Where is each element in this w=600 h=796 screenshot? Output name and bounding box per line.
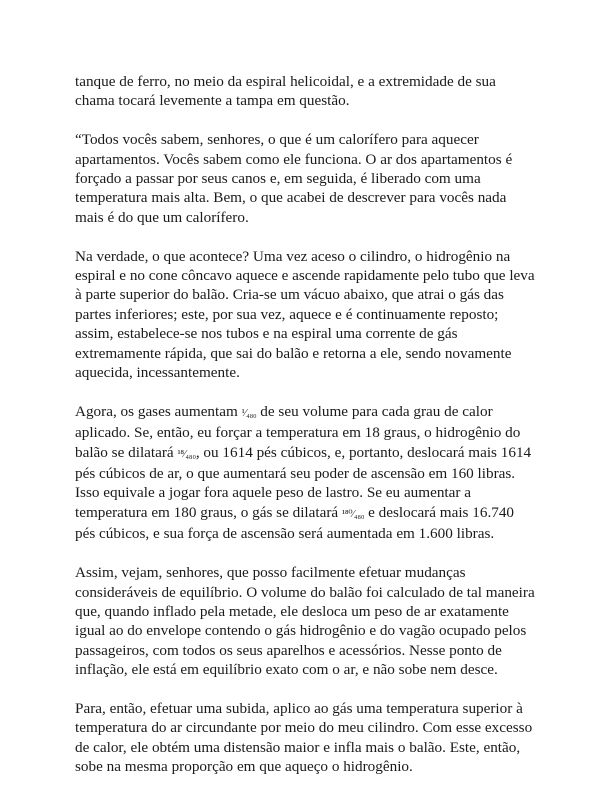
fraction-18-480: ¹⁸⁄₄₈₀	[177, 448, 196, 460]
document-page	[75, 72, 535, 796]
paragraph-6: Para, então, efetuar uma subida, aplico ao gás uma temperatura superior à temperatura do ar circundante por meio do meu cilindro. Com esse excesso de calor, ele obtém uma distensão maior e infla mais o balão. Este, então, sobe na mesma proporção em que aqueço o hidrogênio.	[75, 699, 533, 776]
paragraph-3: Na verdade, o que acontece? Uma vez aceso o cilindro, o hidrogênio na espiral e no cone côncavo aquece e ascende rapidamente pelo tubo que leva à parte superior do balão. Cria-se um vácuo abaixo, que atrai o gás das partes inferiores; este, por sua vez, aquece e é continuamente reposto; assim, estabelece-se nos tubos e na espiral uma corrente de gás extremamente rápida, que sai do balão e retorna a ele, sendo novamente aquecida, incessantemente.	[75, 247, 535, 382]
fraction-180-480: ¹⁸⁰⁄₄₈₀	[341, 508, 365, 520]
paragraph-4-text-4: e deslocará mais 16.740 pés cúbicos, e sua força de ascensão será aumentada em 1.600 libras.	[75, 503, 515, 543]
paragraph-4-text-1: Agora, os gases aumentam	[75, 402, 242, 420]
paragraph-5: Assim, vejam, senhores, que posso facilmente efetuar mudanças consideráveis de equilíbrio. O volume do balão foi calculado de tal maneira que, quando inflado pela metade, ele desloca um peso de ar exatamente igual ao do envelope contendo o gás hidrogênio e do vagão ocupado pelos passageiros, com todos os seus aparelhos e acessórios. Nesse ponto de inflação, ele está em equilíbrio exato com o ar, e não sobe nem desce.	[75, 564, 535, 679]
fraction-1-480: ¹⁄₄₈₀	[241, 407, 257, 419]
paragraph-1: tanque de ferro, no meio da espiral helicoidal, e a extremidade de sua chama tocará levemente a tampa em questão.	[75, 73, 496, 110]
paragraph-4-text-3: , ou 1614 pés cúbicos, e, portanto, deslocará mais 1614 pés cúbicos de ar, o que aumentará seu poder de ascensão em 160 libras. Isso equivale a jogar fora aquele peso de lastro. Se eu aumentar a temperatura em 180 graus, o gás se dilatará	[75, 443, 532, 521]
paragraph-4	[75, 402, 535, 544]
paragraph-4-text-2: de seu volume para cada grau de calor aplicado. Se, então, eu forçar a temperatura em 18 graus, o hidrogênio do balão se dilatará	[75, 402, 521, 461]
paragraph-2: “Todos vocês sabem, senhores, o que é um calorífero para aquecer apartamentos. Vocês sabem como ele funciona. O ar dos apartamentos é forçado a passar por seus canos e, em seguida, é liberado com uma temperatura mais alta. Bem, o que acabei de descrever para vocês nada mais é do que um calorífero.	[75, 131, 513, 226]
